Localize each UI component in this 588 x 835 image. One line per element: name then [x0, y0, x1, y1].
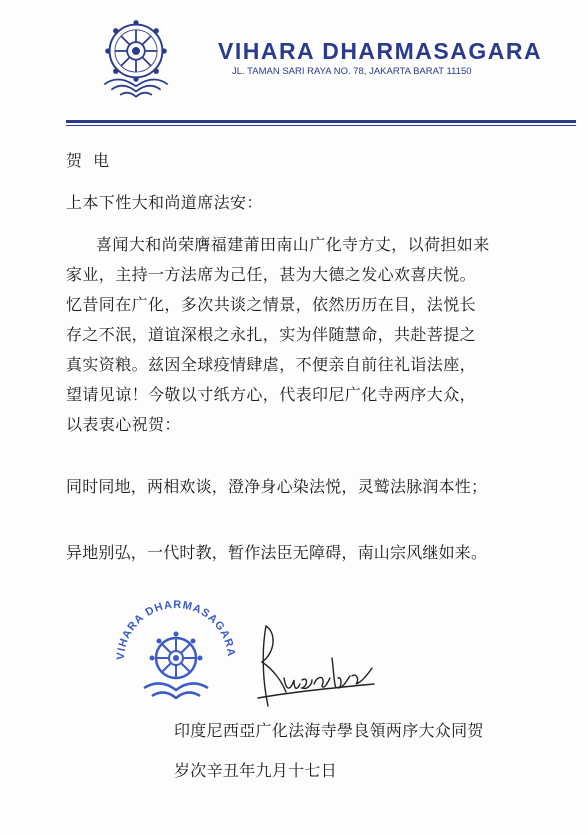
- verse-line-2: 异地别弘，一代时教，暂作法臣无障碍，南山宗风继如来。: [66, 543, 488, 562]
- temple-stamp-icon: [100, 590, 250, 708]
- body-line: 忆昔同在广化，多次共谈之情景，依然历历在目，法悦长: [66, 295, 477, 314]
- body-line: 真实资粮。兹因全球疫情肆虐，不便亲自前往礼诣法座，: [66, 355, 477, 374]
- sender-line: 印度尼西亞广化法海寺學良領两序大众同贺: [174, 721, 484, 740]
- organization-address: JL. TAMAN SARI RAYA NO. 78, JAKARTA BARAT 11150: [232, 66, 472, 77]
- body-line: 望请见谅！今敬以寸纸方心，代表印尼广化寺两序大众，: [66, 385, 477, 404]
- letterhead-divider-thin: [66, 125, 576, 126]
- body-line: 喜闻大和尚荣膺福建莆田南山广化寺方丈，以荷担如来: [96, 235, 490, 254]
- letterhead-divider: [66, 120, 576, 123]
- letter-title: 贺 电: [66, 151, 113, 170]
- stamp-text: VIHARA DHARMASAGARA: [114, 598, 238, 661]
- verse-line-1: 同时同地，两相欢谈，澄净身心染法悦，灵鹫法脉润本性；: [66, 477, 488, 496]
- body-line: 家业，主持一方法席为己任，甚为大德之发心欢喜庆悦。: [66, 265, 477, 284]
- body-line: 以表衷心祝贺：: [66, 415, 181, 434]
- organization-name: VIHARA DHARMASAGARA: [218, 38, 543, 64]
- handwritten-signature: [252, 618, 378, 712]
- date-line: 岁次辛丑年九月十七日: [174, 761, 338, 780]
- body-line: 存之不泯，道谊深根之永扎，实为伴随慧命，共赴菩提之: [66, 325, 477, 344]
- dharma-wheel-logo-icon: [92, 14, 180, 102]
- salutation: 上本下性大和尚道席法安：: [66, 193, 263, 212]
